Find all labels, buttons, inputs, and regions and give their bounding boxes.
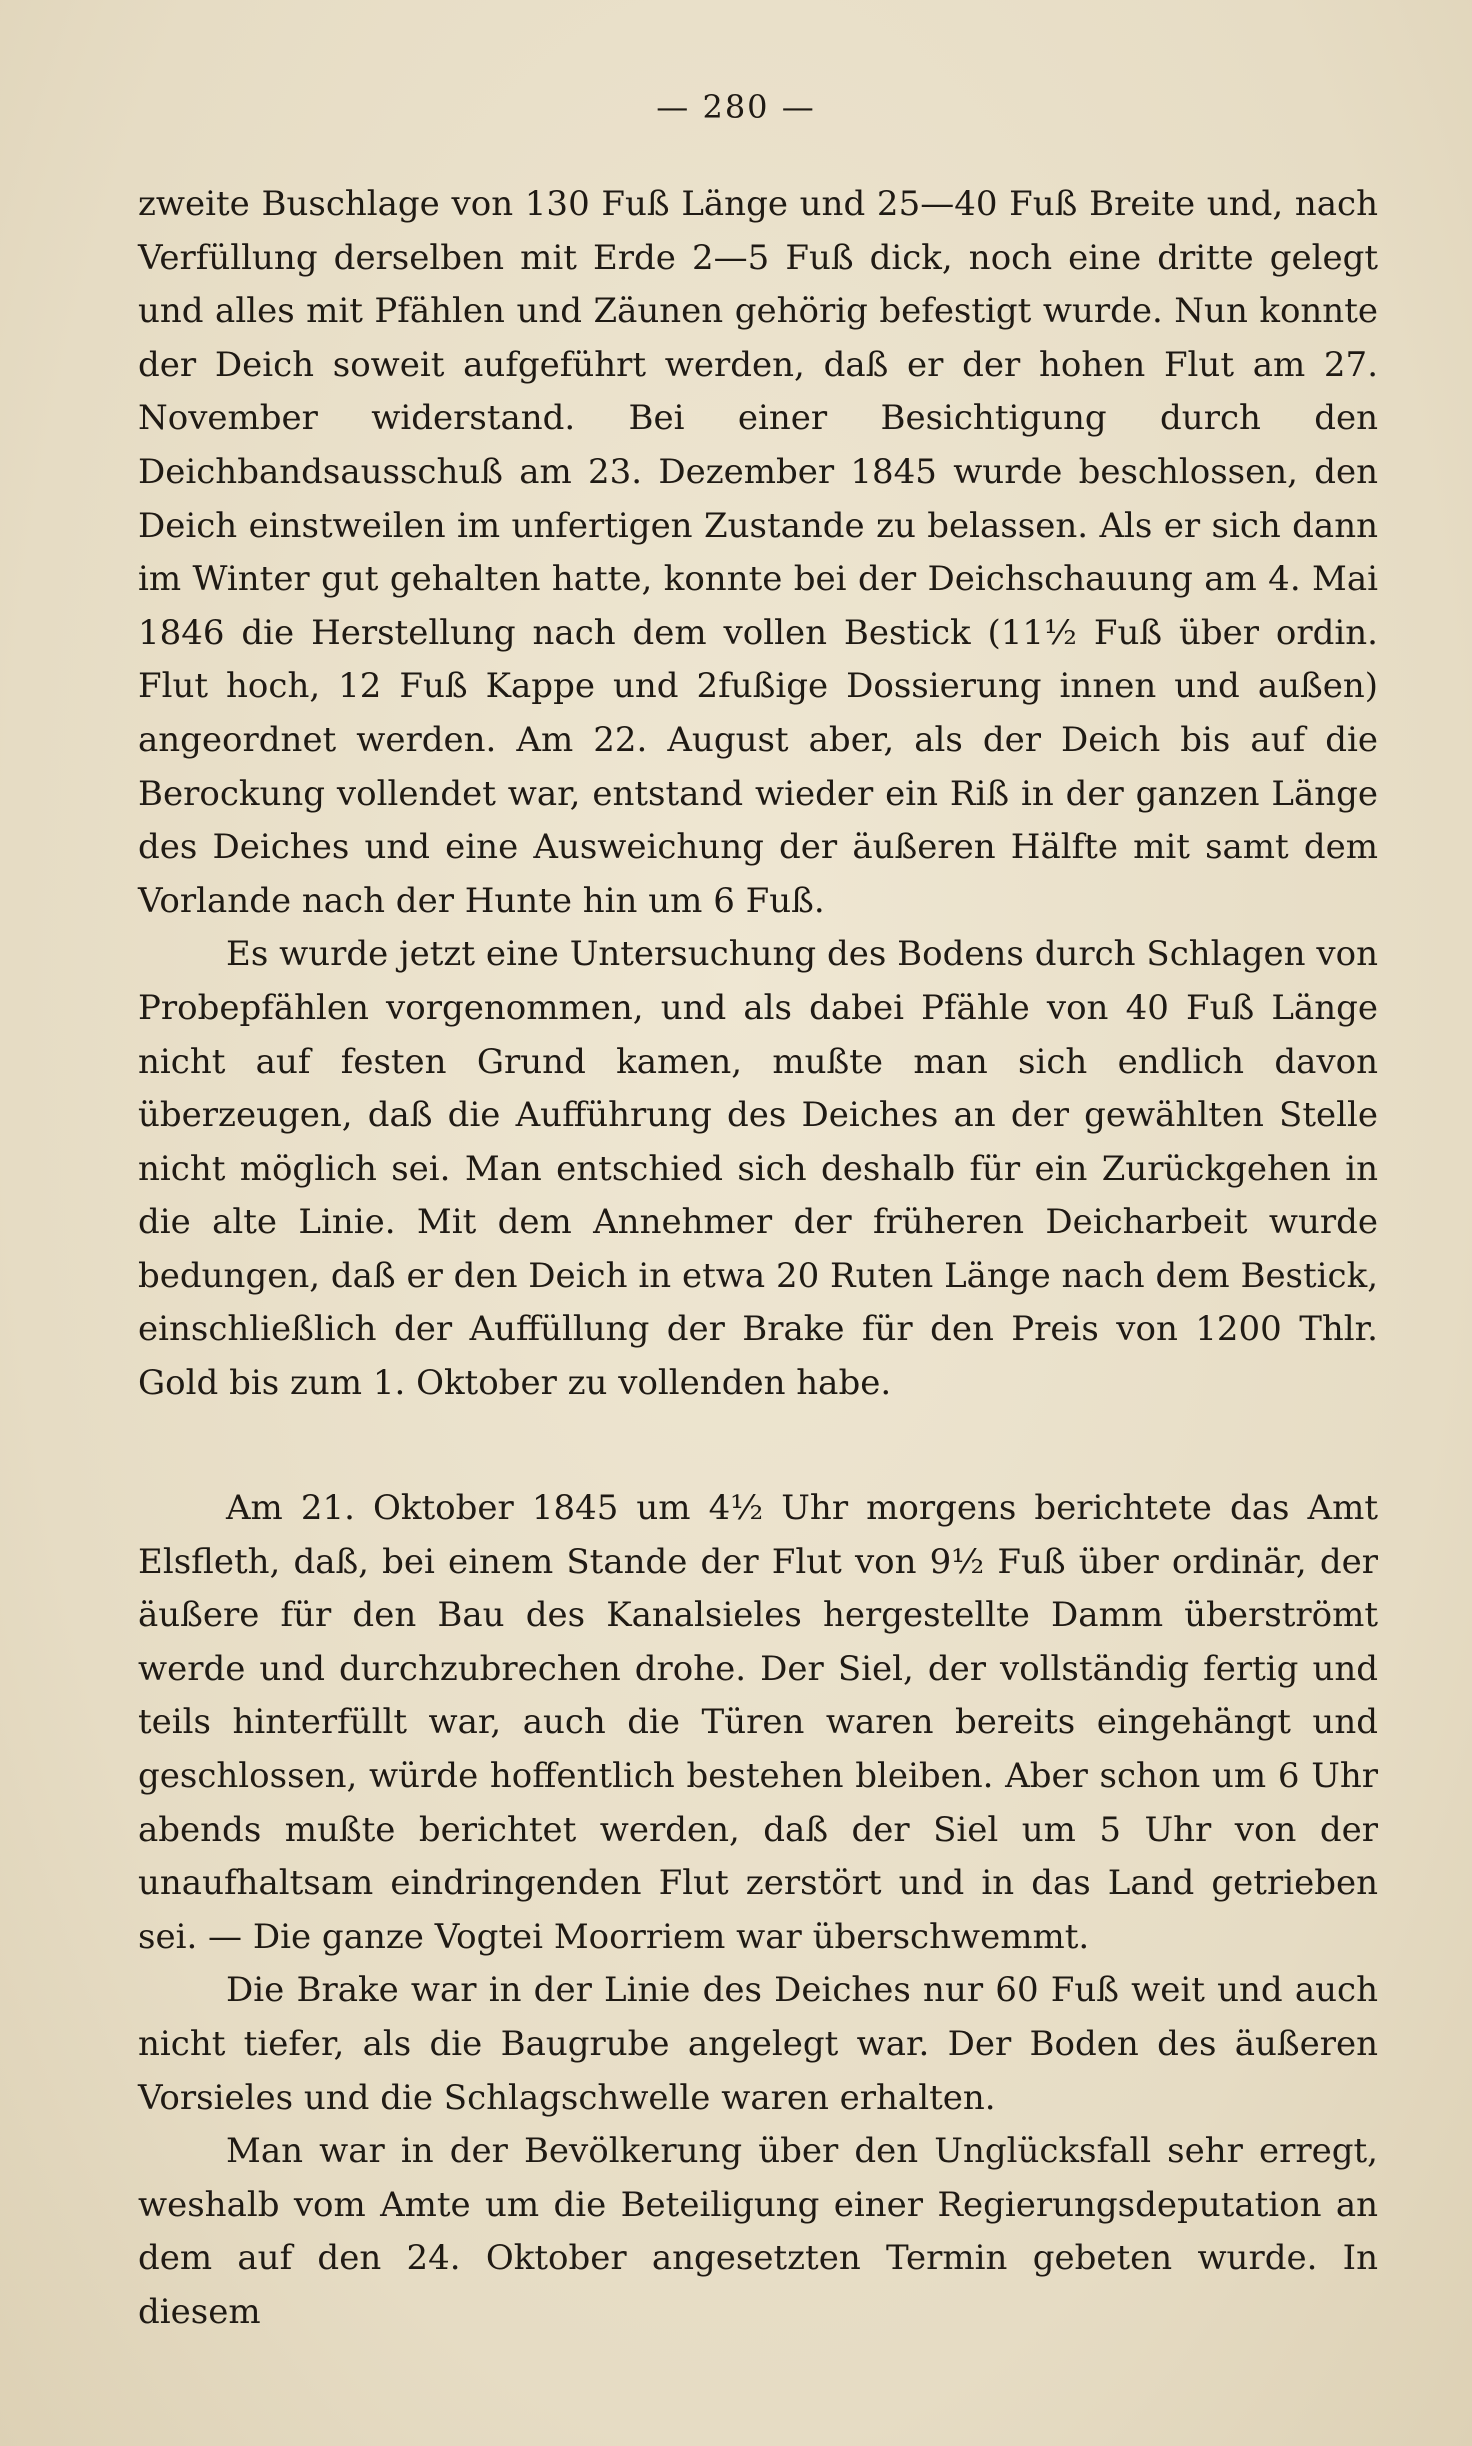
page-number: — 280 —	[656, 88, 816, 126]
paragraph-3: Am 21. Oktober 1845 um 4½ Uhr morgens berichtete das Amt Elsfleth, daß, bei einem Stande der Flut von 9½ Fuß über ordinär, der äußere für den Bau des Kanalsieles hergestellte Damm überströmt werde und durchzubrechen drohe. Der Siel, der vollständig fertig und teils hinterfüllt war, auch die Türen waren bereits eingehängt und geschlossen, würde hoffentlich bestehen bleiben. Aber schon um 6 Uhr abends mußte berichtet werden, daß der Siel um 5 Uhr von der unaufhaltsam eindringenden Flut zerstört und in das Land getrieben sei. — Die ganze Vogtei Moorriem war überschwemmt.	[138, 1488, 1378, 1957]
paragraph-4: Die Brake war in der Linie des Deiches nur 60 Fuß weit und auch nicht tiefer, als die Baugrube angelegt war. Der Boden des äußeren Vorsieles und die Schlagschwelle waren erhalten.	[138, 1970, 1378, 2118]
text-section-2	[138, 1482, 1378, 2340]
paragraph-1: zweite Buschlage von 130 Fuß Länge und 25—40 Fuß Breite und, nach Verfüllung derselben mit Erde 2—5 Fuß dick, noch eine dritte gelegt und alles mit Pfählen und Zäunen gehörig befestigt wurde. Nun konnte der Deich soweit aufgeführt werden, daß er der hohen Flut am 27. November widerstand. Bei einer Besichtigung durch den Deichbandsausschuß am 23. Dezember 1845 wurde beschlossen, den Deich einstweilen im unfertigen Zustande zu belassen. Als er sich dann im Winter gut gehalten hatte, konnte bei der Deichschauung am 4. Mai 1846 die Herstellung nach dem vollen Bestick (11½ Fuß über ordin. Flut hoch, 12 Fuß Kappe und 2fußige Dossierung innen und außen) angeordnet werden. Am 22. August aber, als der Deich bis auf die Berockung vollendet war, entstand wieder ein Riß in der ganzen Länge des Deiches und eine Ausweichung der äußeren Hälfte mit samt dem Vorlande nach der Hunte hin um 6 Fuß.	[138, 184, 1378, 921]
paragraph-5: Man war in der Bevölkerung über den Unglücksfall sehr erregt, weshalb vom Amte um die Beteiligung einer Regierungsdeputation an dem auf den 24. Oktober angesetzten Termin gebeten wurde. In diesem	[138, 2131, 1378, 2332]
paragraph-2: Es wurde jetzt eine Untersuchung des Bodens durch Schlagen von Probepfählen vorgenommen, und als dabei Pfähle von 40 Fuß Länge nicht auf festen Grund kamen, mußte man sich endlich davon überzeugen, daß die Aufführung des Deiches an der gewählten Stelle nicht möglich sei. Man entschied sich deshalb für ein Zurückgehen in die alte Linie. Mit dem Annehmer der früheren Deicharbeit wurde bedungen, daß er den Deich in etwa 20 Ruten Länge nach dem Bestick, einschließlich der Auffüllung der Brake für den Preis von 1200 Thlr. Gold bis zum 1. Oktober zu vollenden habe.	[138, 934, 1378, 1404]
text-section-1	[138, 178, 1378, 1411]
